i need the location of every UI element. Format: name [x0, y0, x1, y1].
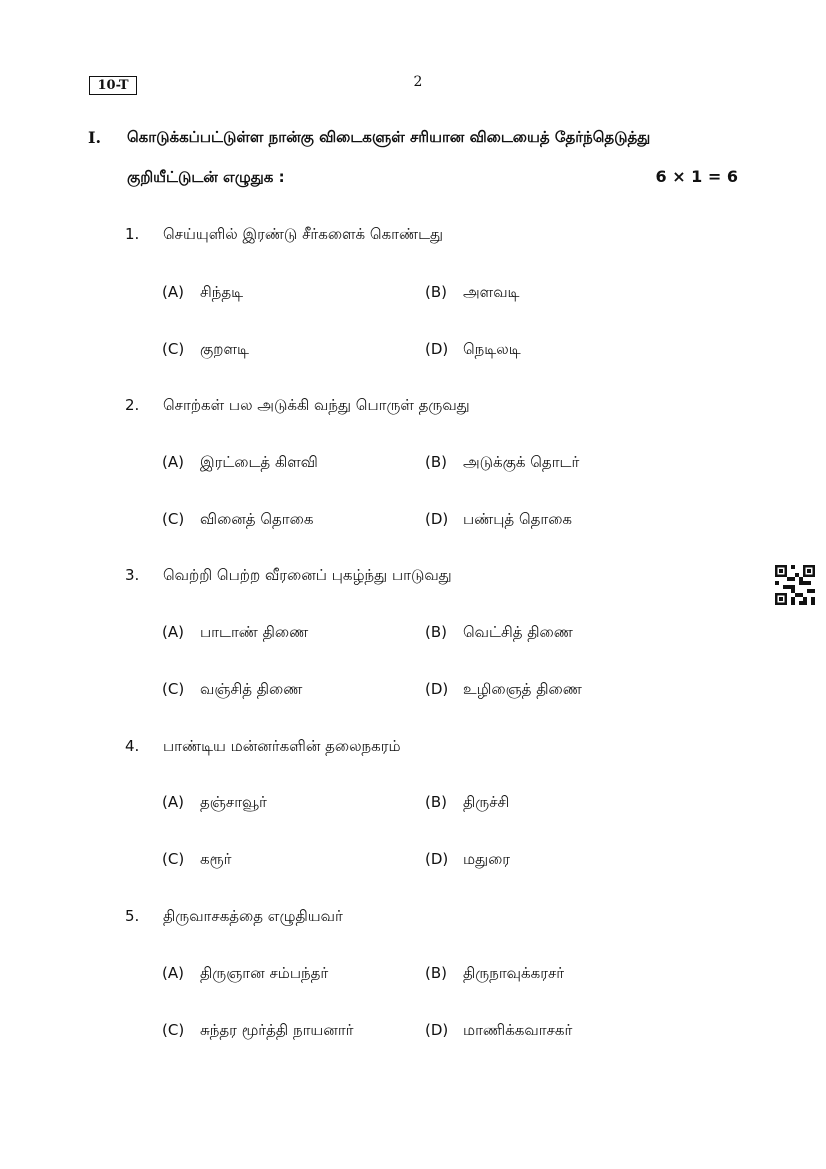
option-d [425, 850, 510, 870]
option-text: திருநாவுக்கரசர் [463, 964, 565, 982]
option-label: (D) [425, 510, 449, 528]
option-text: சிந்தடி [200, 283, 244, 301]
option-label: (B) [425, 964, 447, 982]
option-d [425, 680, 582, 700]
section-number: I. [88, 128, 102, 147]
option-a [162, 453, 318, 473]
option-c [162, 680, 302, 700]
question-text: திருவாசகத்தை எழுதியவர் [163, 907, 343, 925]
option-a [162, 283, 243, 303]
option-c [162, 850, 232, 870]
option-label: (C) [162, 510, 185, 528]
option-label: (A) [162, 623, 184, 641]
section-instruction-line2: குறியீட்டுடன் எழுதுக : [127, 168, 285, 186]
option-b [425, 964, 564, 984]
option-text: நெடிலடி [463, 340, 521, 358]
question-number: 3. [125, 566, 140, 584]
qr-code-icon [775, 565, 815, 605]
option-c [162, 510, 313, 530]
section-instruction-line1: கொடுக்கப்பட்டுள்ள நான்கு விடைகளுள் சரியான விடையைத் தேர்ந்தெடுத்து [127, 128, 651, 146]
option-label: (D) [425, 340, 449, 358]
option-text: வெட்சித் திணை [463, 623, 573, 641]
option-text: அளவடி [463, 283, 520, 301]
question-text: வெற்றி பெற்ற வீரனைப் புகழ்ந்து பாடுவது [163, 566, 452, 584]
option-text: உழிஞைத் திணை [463, 680, 582, 698]
option-label: (D) [425, 850, 449, 868]
option-label: (D) [425, 1021, 449, 1039]
question-number: 4. [125, 737, 140, 755]
option-text: சுந்தர மூர்த்தி நாயனார் [200, 1021, 354, 1039]
option-label: (A) [162, 453, 184, 471]
option-label: (B) [425, 283, 447, 301]
question-text: செய்யுளில் இரண்டு சீர்களைக் கொண்டது [163, 225, 444, 243]
question-number: 1. [125, 225, 140, 243]
option-b [425, 793, 509, 813]
question-text: பாண்டிய மன்னர்களின் தலைநகரம் [163, 737, 401, 755]
section-marks: 6 × 1 = 6 [655, 167, 738, 186]
option-text: இரட்டைத் கிளவி [200, 453, 318, 471]
option-b [425, 283, 520, 303]
option-a [162, 964, 328, 984]
option-b [425, 623, 573, 643]
option-label: (D) [425, 680, 449, 698]
option-text: மாணிக்கவாசகர் [463, 1021, 573, 1039]
option-label: (B) [425, 453, 447, 471]
option-label: (C) [162, 340, 185, 358]
question-paper-code: 10-T [89, 76, 137, 95]
option-text: குறளடி [200, 340, 249, 358]
option-label: (A) [162, 964, 184, 982]
option-label: (C) [162, 850, 185, 868]
option-text: வினைத் தொகை [200, 510, 314, 528]
option-text: மதுரை [463, 850, 511, 868]
option-d [425, 1021, 572, 1041]
option-d [425, 340, 521, 360]
option-text: பண்புத் தொகை [463, 510, 573, 528]
option-label: (B) [425, 793, 447, 811]
option-label: (C) [162, 1021, 185, 1039]
option-a [162, 793, 267, 813]
option-label: (B) [425, 623, 447, 641]
option-text: தஞ்சாவூர் [200, 793, 267, 811]
page-number: 2 [413, 74, 423, 90]
option-text: பாடாண் திணை [200, 623, 309, 641]
option-text: அடுக்குக் தொடர் [463, 453, 580, 471]
option-label: (C) [162, 680, 185, 698]
question-number: 5. [125, 907, 140, 925]
option-text: கரூர் [200, 850, 232, 868]
option-text: திருஞான சம்பந்தர் [200, 964, 329, 982]
option-label: (A) [162, 283, 184, 301]
option-text: வஞ்சித் திணை [200, 680, 303, 698]
question-number: 2. [125, 396, 140, 414]
option-b [425, 453, 579, 473]
question-text: சொற்கள் பல அடுக்கி வந்து பொருள் தருவது [163, 396, 470, 414]
option-a [162, 623, 308, 643]
option-c [162, 340, 249, 360]
option-d [425, 510, 572, 530]
option-text: திருச்சி [463, 793, 510, 811]
option-label: (A) [162, 793, 184, 811]
option-c [162, 1021, 354, 1041]
